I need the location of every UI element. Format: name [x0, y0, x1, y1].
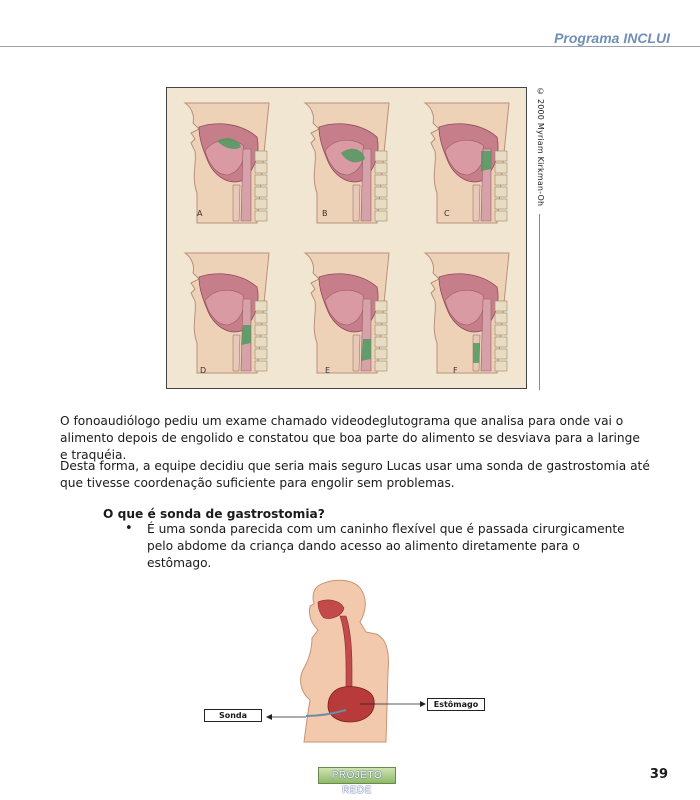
page-number: 39	[649, 767, 668, 782]
swallowing-panels	[167, 88, 526, 388]
bullet-marker: •	[125, 521, 133, 536]
panel-label-e: E	[325, 366, 331, 375]
paragraph-gastrostomia: Desta forma, a equipe decidiu que seria mais seguro Lucas usar uma sonda de gastrostomia até que tivesse coordenação suficiente para engolir sem problemas.	[60, 459, 650, 490]
section-heading: O que é sonda de gastrostomia?	[103, 507, 325, 521]
bullet-text: É uma sonda parecida com um caninho flexível que é passada cirurgicamente pelo abdome da criança dando acesso ao alimento diretamente para o estômago.	[147, 522, 625, 570]
label-sonda: Sonda	[204, 709, 262, 722]
panel-label-f: F	[453, 366, 458, 375]
panel-label-c: C	[444, 209, 450, 218]
panel-label-b: B	[322, 209, 328, 218]
panel-label-d: D	[200, 366, 207, 375]
panel-label-a: A	[197, 209, 203, 218]
header-divider	[0, 46, 700, 47]
copyright-divider	[539, 214, 540, 390]
paragraph-videodeglutograma: O fonoaudiólogo pediu um exame chamado videodeglutograma que analisa para onde vai o alimento depois de engolido e constatou que boa parte do alimento se desviava para a laringe e traquéia.	[60, 414, 640, 462]
header-title: Programa INCLUI	[554, 30, 670, 46]
projeto-rede-logo: PROJETO REDE	[318, 767, 396, 784]
illustration-copyright: © 2000 Myriam Kirkman-Oh	[536, 87, 545, 207]
label-estomago: Estômago	[427, 698, 485, 711]
swallowing-illustration	[166, 87, 527, 389]
